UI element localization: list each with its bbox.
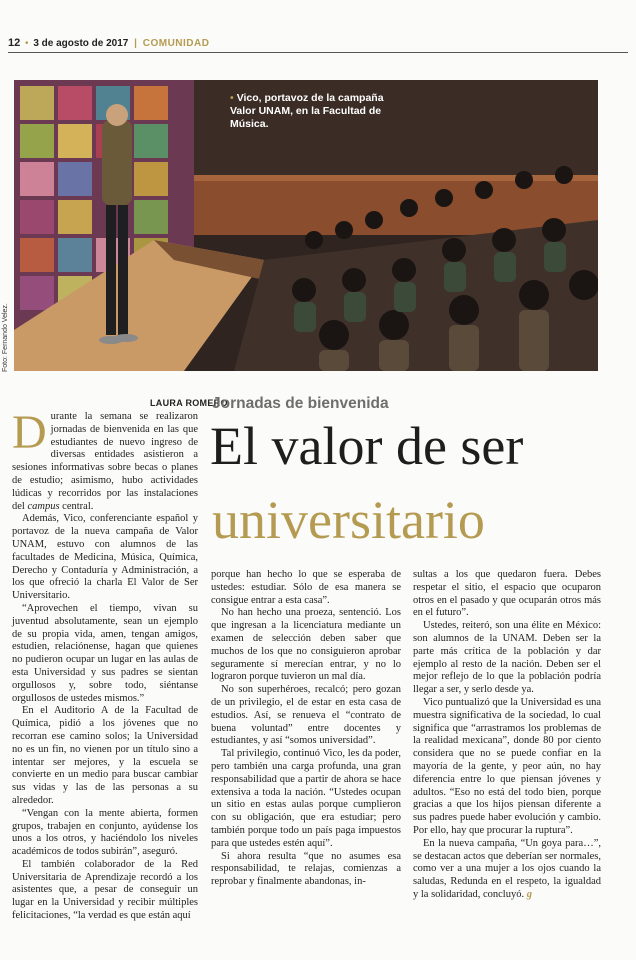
paragraph-5: “Vengan con la mente abierta, formen grupos, trabajen en conjunto, ayúdense los unos a los otros, y haciéndolo los niveles académicos de todos subirán”, aseguró. — [12, 807, 198, 858]
paragraph-2: Además, Vico, conferenciante español y portavoz de la nueva campaña de Valor UNAM, estuvo con alumnos de las facultades de Medicina, Música, Química, Derecho y Contaduría y Administración, a los que ofreció la charla El Valor de Ser Universitario. — [12, 513, 198, 602]
article-column-3 — [413, 569, 601, 902]
issue-date: 3 de agosto de 2017 — [33, 38, 129, 49]
photo-caption — [230, 92, 400, 131]
paragraph-12: sultas a los que quedaron fuera. Debes respetar el sitio, el espacio que ocuparon otros en el pasado y que ocuparán otros más en el futuro”. — [413, 569, 601, 619]
bullet-dot-icon: • — [25, 38, 29, 49]
caption-bullet-icon: • — [230, 92, 234, 104]
paragraph-6: El también colaborador de la Red Universitaria de Aprendizaje recordó a los asistentes que, a pesar de conseguir un lugar en la Universidad y recibir múltiples felicitaciones, “la verdad es que están aquí — [12, 858, 198, 922]
paragraph-13: Ustedes, reiteró, son una élite en México: son alumnos de la UNAM. Deben ser la parte más crítica de la población y dar ejemplo al resto de la nación. Deben ser el mejor reflejo de lo que la población podría llegar a ser, y serlo desde ya. — [413, 620, 601, 696]
paragraph-15-text: En la nueva campaña, “Un goya para…”, se destacan actos que deberían ser normales, como ver a una mujer a los ojos cuando la saludas, Redunda en el respeto, la igualdad y la solidaridad, concluyó. — [413, 837, 601, 900]
article-kicker: Jornadas de bienvenida — [212, 395, 389, 412]
caption-text: Vico, portavoz de la campaña Valor UNAM, en la Facultad de Música. — [230, 92, 384, 130]
paragraph-11: Si ahora resulta “que no asumes esa responsabilidad, te relajas, comienzas a reprobar y finalmente abandonas, in- — [211, 850, 401, 888]
paragraph-1 — [12, 406, 198, 513]
section-name: COMUNIDAD — [142, 38, 210, 49]
paragraph-4: En el Auditorio A de la Facultad de Química, pidió a los jóvenes que no recorran ese camino solos; la Universidad no es un fin, no vienen por un título sino a intentar ser mejores, y la escuela se convierte en un medio para buscar cambiar sus vidas y las de las personas a su alrededor. — [12, 705, 198, 806]
paragraph-7: porque han hecho lo que se esperaba de ustedes: estudiar. Sólo de esa manera se consigue entrar a esta casa”. — [211, 569, 401, 606]
drop-cap: D — [12, 406, 47, 459]
paragraph-1-text-a: urante la semana se realizaron jornadas de bienvenida en las que estudiantes de nuevo ingreso de diversas entidades asistieron a sesiones informativas sobre becas o planes de estudio; asimismo, hubo actividades lúdicas y recorridos por las instalaciones del — [12, 411, 198, 512]
paragraph-10: Tal privilegio, continuó Vico, les da poder, pero también una carga profunda, una gran responsabilidad que a partir de ahora se hace extensiva a toda la nación. “Ustedes ocupan un sitio en estas aulas porque cumplieron con su obligación, que era estudiar; pero también porque todo un país paga impuestos para que ustedes estén aquí”. — [211, 748, 401, 849]
header-rule — [8, 52, 628, 53]
photo-credit: Foto: Fernando Velez. — [2, 303, 9, 372]
page-number: 12 — [8, 37, 21, 49]
campus-word: campus — [27, 500, 60, 512]
separator-bar-icon: | — [134, 38, 137, 49]
paragraph-14: Vico puntualizó que la Universidad es una muestra significativa de la sociedad, lo cual significa que “arrastramos los problemas de la realidad mexicana”, donde 80 por ciento considera que no se puede confiar en la mayoría de la gente, y peor aún, no hay diferencia entre lo que piensan jóvenes y adultos. “Eso no está del todo bien, porque gracias a que los hijos piensan diferente a sus padres puede haber evolución y cambio. Por ello, hay que procurar la ruptura”. — [413, 696, 601, 836]
article-column-2 — [211, 569, 401, 889]
headline-line-1: El valor de ser — [210, 416, 524, 476]
paragraph-15 — [413, 838, 601, 902]
end-mark-icon: g — [526, 888, 532, 900]
paragraph-1-text-b: central. — [59, 500, 94, 512]
byline-author: LAURA ROMERO — [150, 398, 228, 408]
article-column-1 — [12, 406, 198, 923]
paragraph-8: No han hecho una proeza, sentenció. Los que ingresan a la licenciatura mediante un examen de selección deben saber que muchos de los que no consiguieron aprobar seguramente sí merecían entrar, y no lo lograron porque tuvieron un mal día. — [211, 607, 401, 683]
headline-line-2: universitario — [212, 490, 485, 550]
paragraph-3: “Aprovechen el tiempo, vivan su juventud absolutamente, sean un ejemplo de su propia vida, amen, tengan amigos, estudien, relaciónense, hagan que quienes no pudieron ocupar un lugar en las aulas de esta Universidad y sus padres se sientan orgullosos y, sobre todo, siéntanse orgullosos de ustedes mismos.” — [12, 602, 198, 704]
paragraph-9: No son superhéroes, recalcó; pero gozan de un privilegio, el de estar en esta casa de estudios. Así, se renueva el “contrato de buena voluntad” entre docentes y estudiantes, y así “somos universidad”. — [211, 684, 401, 747]
